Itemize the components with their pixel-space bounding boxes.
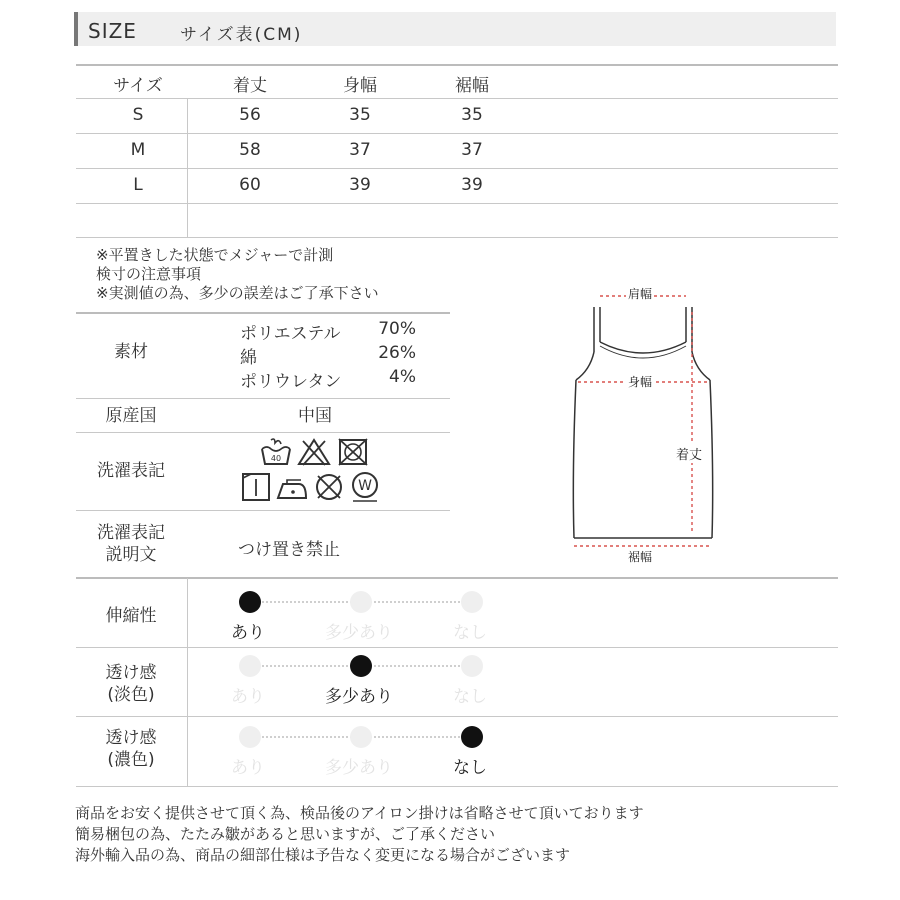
hem-value: 37: [461, 140, 483, 160]
rating-sublabel: (淡色): [107, 685, 155, 705]
rating-label: 伸縮性: [105, 606, 157, 626]
rating-dot-selected: [239, 591, 261, 613]
chest-value: 37: [349, 140, 371, 160]
rating-option-label: なし: [453, 687, 487, 707]
no-bleach-icon: [297, 437, 331, 467]
hem-value: 35: [461, 105, 483, 125]
chest-value: 39: [349, 175, 371, 195]
wet-clean-icon: [349, 470, 381, 504]
origin-value: 中国: [298, 406, 332, 426]
rating-option-label: あり: [231, 758, 265, 778]
header-subtitle: サイズ表(CM): [180, 25, 303, 45]
ratings-rule: [76, 647, 838, 648]
material-name: 綿: [240, 348, 257, 368]
no-dry-clean-icon: [313, 472, 345, 502]
rating-label: 透け感: [105, 663, 157, 683]
ratings-top-rule: [76, 577, 838, 579]
no-tumble-dry-icon: [336, 437, 370, 467]
note-line: ※平置きした状態でメジャーで計測: [96, 246, 334, 264]
table-top-rule: [76, 64, 838, 66]
size-label: M: [130, 140, 146, 160]
details-top-rule: [76, 312, 450, 314]
size-label: L: [133, 175, 143, 195]
rating-option-label: なし: [453, 623, 487, 643]
rating-option-label: 多少あり: [325, 758, 393, 778]
table-rule: [76, 168, 838, 169]
rating-option-label: なし: [453, 758, 487, 778]
rating-dot: [461, 591, 483, 613]
chest-label: 身幅: [628, 375, 653, 389]
rating-label: 透け感: [105, 728, 157, 748]
header-chest: 身幅: [343, 76, 377, 96]
hem-value: 39: [461, 175, 483, 195]
line-dry-icon: [241, 472, 271, 502]
rating-dot: [239, 726, 261, 748]
rating-dot: [350, 726, 372, 748]
footer-line: 簡易梱包の為、たたみ皺があると思いますが、ご了承ください: [75, 825, 496, 843]
wash-40-icon: [259, 437, 293, 467]
care-text-label: 洗濯表記: [97, 523, 165, 543]
ratings-divider: [187, 578, 188, 786]
chest-value: 35: [349, 105, 371, 125]
rating-option-label: 多少あり: [325, 687, 393, 707]
tank-top-icon: [560, 282, 730, 572]
shoulder-label: 肩幅: [628, 287, 653, 301]
rating-option-label: 多少あり: [325, 623, 393, 643]
table-rule: [76, 237, 838, 238]
rating-option-label: あり: [231, 687, 265, 707]
svg-text:W: W: [358, 478, 372, 494]
length-label: 着丈: [674, 444, 704, 463]
care-text-value: つけ置き禁止: [238, 540, 340, 560]
material-pct: 4%: [389, 367, 416, 387]
details-rule: [76, 432, 450, 433]
ratings-rule: [76, 716, 838, 717]
care-text-label: 説明文: [105, 545, 157, 565]
table-divider: [187, 98, 188, 237]
rating-sublabel: (濃色): [107, 750, 155, 770]
footer-line: 海外輸入品の為、商品の細部仕様は予告なく変更になる場合がございます: [75, 846, 571, 864]
hem-label: 裾幅: [628, 550, 653, 564]
details-rule: [76, 398, 450, 399]
rating-dot: [239, 655, 261, 677]
length-value: 58: [239, 140, 261, 160]
rating-dot-selected: [461, 726, 483, 748]
material-pct: 26%: [378, 343, 416, 363]
material-name: ポリエステル: [240, 324, 341, 344]
rating-dot: [350, 591, 372, 613]
material-pct: 70%: [378, 319, 416, 339]
material-label: 素材: [114, 342, 148, 362]
care-label: 洗濯表記: [97, 461, 165, 481]
length-value: 60: [239, 175, 261, 195]
size-label: S: [132, 105, 144, 125]
header-length: 着丈: [233, 76, 267, 96]
ratings-rule: [76, 786, 838, 787]
details-rule: [76, 510, 450, 511]
length-value: 56: [239, 105, 261, 125]
rating-option-label: あり: [231, 623, 265, 643]
header-hem: 裾幅: [455, 76, 489, 96]
material-name: ポリウレタン: [240, 372, 342, 392]
table-rule: [76, 98, 838, 99]
footer-line: 商品をお安く提供させて頂く為、検品後のアイロン掛けは省略させて頂いております: [75, 804, 644, 822]
note-line: ※実測値の為、多少の誤差はご了承下さい: [96, 284, 379, 302]
header-title: SIZE: [88, 19, 137, 43]
header-size: サイズ: [113, 76, 163, 96]
rating-dot: [461, 655, 483, 677]
table-rule: [76, 203, 838, 204]
origin-label: 原産国: [105, 406, 157, 426]
rating-dot-selected: [350, 655, 372, 677]
note-line: 検寸の注意事項: [96, 265, 202, 283]
table-rule: [76, 133, 838, 134]
iron-low-icon: [275, 474, 309, 502]
svg-text:40: 40: [270, 454, 282, 463]
